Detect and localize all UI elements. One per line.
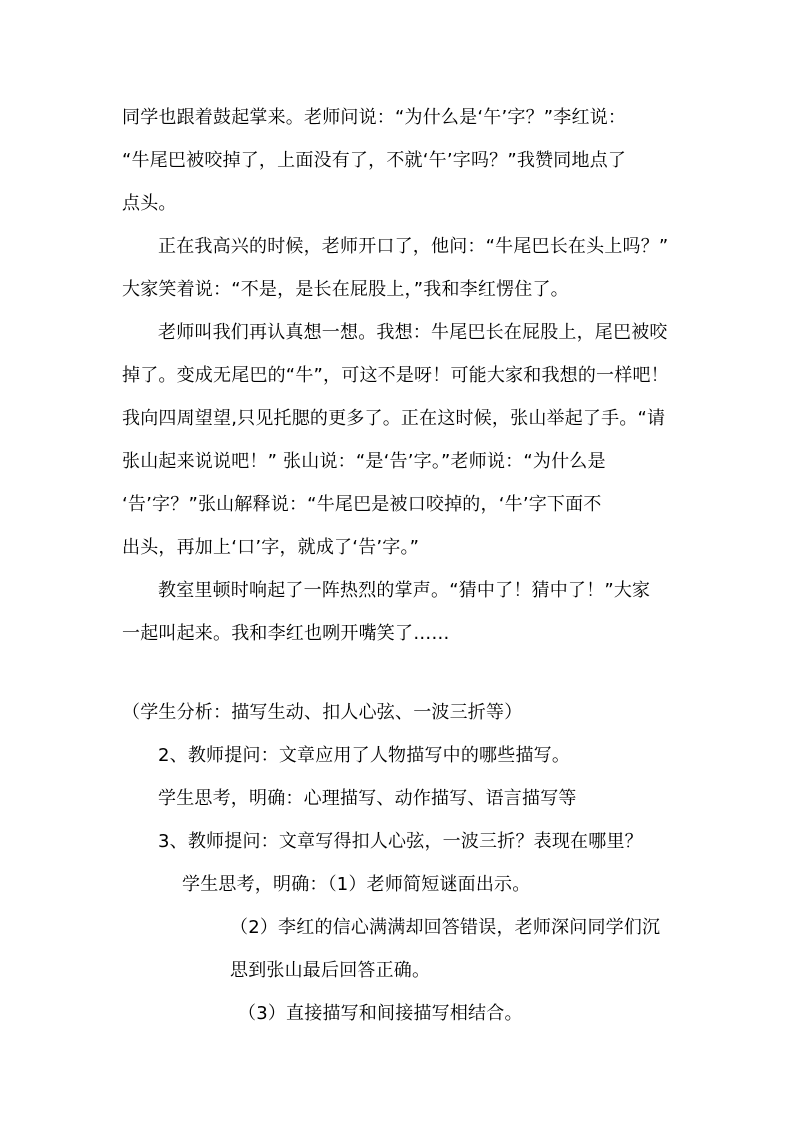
question-3: 3、教师提问：文章写得扣人心弦，一波三折？表现在哪里？ — [158, 831, 643, 852]
story-line: 正在我高兴的时候，老师开口了，他问：“牛尾巴长在头上吗？” — [158, 236, 669, 257]
story-line: 掉了。变成无尾巴的“牛”，可这不是呀！可能大家和我想的一样吧！ — [122, 365, 669, 386]
story-line: 我向四周望望,只见托腮的更多了。正在这时候，张山举起了手。“请 — [122, 408, 666, 429]
question-3-answer-3: （3）直接描写和间接描写相结合。 — [238, 1003, 523, 1024]
student-analysis: （学生分析：描写生动、扣人心弦、一波三折等） — [122, 702, 523, 723]
story-line: ‘告’字？”张山解释说：“牛尾巴是被口咬掉的，‘牛’字下面不 — [122, 494, 602, 515]
question-3-answer-1: 学生思考，明确：（1）老师简短谜面出示。 — [182, 874, 531, 895]
story-line: 出头，再加上‘口’字，就成了‘告’字。” — [122, 537, 420, 558]
story-line: “牛尾巴被咬掉了，上面没有了，不就‘午’字吗？”我赞同地点了 — [122, 150, 627, 171]
question-2-answer: 学生思考，明确：心理描写、动作描写、语言描写等 — [158, 788, 577, 809]
story-line: 张山起来说说吧！” 张山说：“是‘告’字。”老师说：“为什么是 — [122, 451, 606, 472]
story-line: 大家笑着说：“不是，是长在屁股上，”我和李红愣住了。 — [122, 279, 569, 300]
question-3-answer-2-cont: 思到张山最后回答正确。 — [230, 960, 431, 981]
question-3-answer-2: （2）李红的信心满满却回答错误，老师深问同学们沉 — [230, 917, 661, 938]
story-line: 点头。 — [122, 193, 177, 214]
story-line: 教室里顿时响起了一阵热烈的掌声。“猜中了！猜中了！”大家 — [158, 580, 651, 601]
question-2: 2、教师提问：文章应用了人物描写中的哪些描写。 — [158, 745, 571, 766]
story-line: 老师叫我们再认真想一想。我想：牛尾巴长在屁股上，尾巴被咬 — [158, 322, 668, 343]
story-line: 同学也跟着鼓起掌来。老师问说：“为什么是‘午’字？”李红说： — [122, 107, 627, 128]
story-line: 一起叫起来。我和李红也咧开嘴笑了…… — [122, 623, 450, 644]
